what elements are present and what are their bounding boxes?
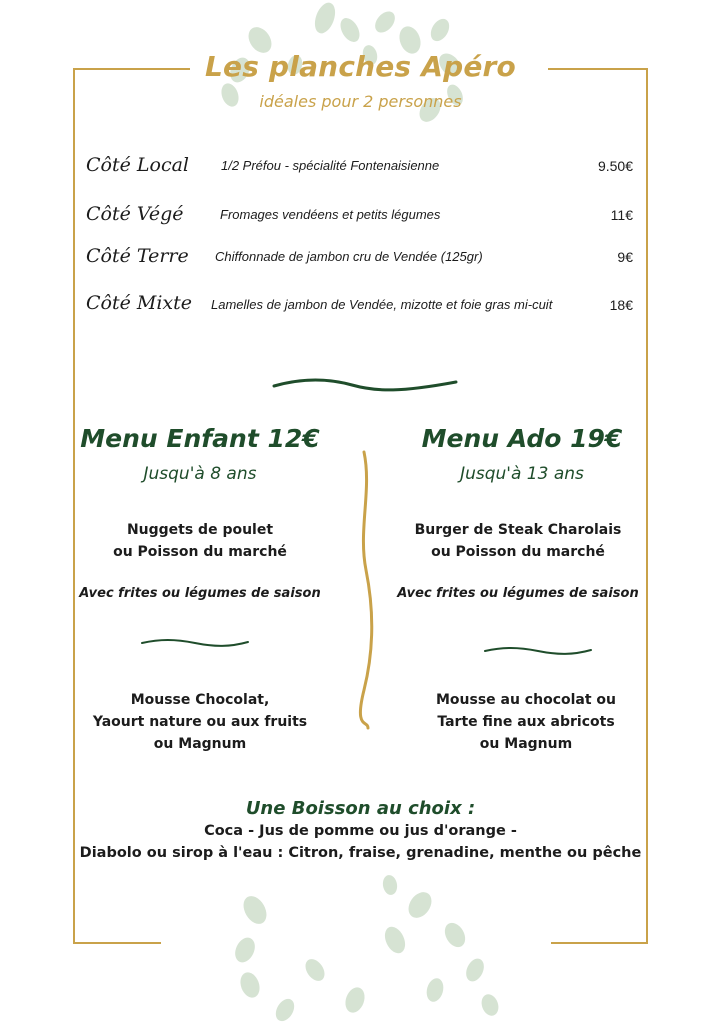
menu-ado-dessert <box>386 689 666 755</box>
planche-name: Côté Végé <box>86 203 184 225</box>
frame-bottom-left <box>73 942 161 944</box>
menu-enfant-dessert-line: Mousse Chocolat, <box>130 692 270 708</box>
menu-ado-main-line: Burger de Steak Charolais <box>414 522 622 538</box>
menu-enfant-dessert-line: ou Magnum <box>153 736 247 752</box>
menu-enfant-side: Avec frites ou légumes de saison <box>79 586 321 601</box>
planche-name: Côté Terre <box>86 245 189 267</box>
menu-ado-title: Menu Ado 19€ <box>421 424 623 453</box>
menu-enfant-main <box>60 519 340 563</box>
drinks-line: Coca - Jus de pomme ou jus d'orange - <box>204 823 517 839</box>
page-title: Les planches Apéro <box>205 50 516 83</box>
drinks-line: Diabolo ou sirop à l'eau : Citron, fraise, grenadine, menthe ou pêche <box>79 845 642 861</box>
menu-ado-side: Avec frites ou légumes de saison <box>397 586 639 601</box>
planche-description: Lamelles de jambon de Vendée, mizotte et foie gras mi-cuit <box>211 297 553 312</box>
planche-description: Chiffonnade de jambon cru de Vendée (125gr) <box>215 249 483 264</box>
planche-price: 11€ <box>610 207 633 223</box>
gold-vine-divider-icon <box>354 450 380 730</box>
menu-enfant-dessert <box>60 689 340 755</box>
menu-enfant-title: Menu Enfant 12€ <box>80 424 320 453</box>
menu-enfant-dessert-line: Yaourt nature ou aux fruits <box>92 714 308 730</box>
planche-price: 9.50€ <box>597 158 633 174</box>
leaf-decoration-bottom-icon <box>215 850 515 1024</box>
planche-price: 9€ <box>617 249 633 265</box>
planche-name: Côté Mixte <box>86 292 193 314</box>
frame-bottom-right <box>551 942 648 944</box>
menu-enfant-main-line: Nuggets de poulet <box>126 522 274 538</box>
menu-ado-dessert-line: Mousse au chocolat ou <box>435 692 617 708</box>
planche-description: 1/2 Préfou - spécialité Fontenaisienne <box>221 158 440 173</box>
wave-divider-small-icon <box>483 645 593 657</box>
menu-ado-main-line: ou Poisson du marché <box>431 544 605 560</box>
menu-ado-dessert-line: ou Magnum <box>479 736 573 752</box>
menu-ado-subtitle: Jusqu'à 13 ans <box>460 464 584 484</box>
planche-price: 18€ <box>609 297 633 313</box>
planche-description: Fromages vendéens et petits légumes <box>220 207 441 222</box>
menu-ado-dessert-line: Tarte fine aux abricots <box>437 714 615 730</box>
wave-divider-small-icon <box>140 637 250 649</box>
menu-ado-main <box>378 519 658 563</box>
menu-enfant-main-line: ou Poisson du marché <box>113 544 287 560</box>
menu-enfant-subtitle: Jusqu'à 8 ans <box>143 464 257 484</box>
planche-name: Côté Local <box>86 154 189 176</box>
drinks-title: Une Boisson au choix : <box>245 798 476 819</box>
wave-divider-icon <box>272 376 458 394</box>
page-subtitle: idéales pour 2 personnes <box>259 92 462 111</box>
